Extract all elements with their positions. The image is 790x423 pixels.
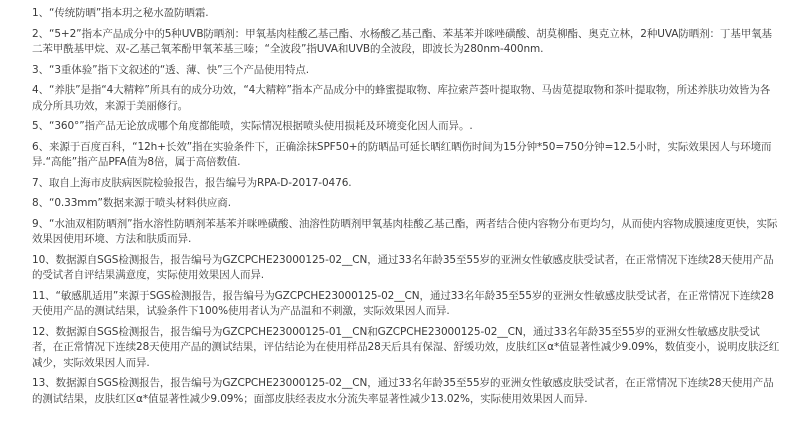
footnote-5: 5、“360°”指产品无论放成哪个角度都能喷，实际情况根据喷头使用损耗及环境变化因人而异。.	[32, 120, 473, 133]
footnote-1: 1、“传统防晒”指本玥之秘水盈防晒霜.	[32, 7, 209, 19]
footnote-4: 4、“养肤”是指“4大精粹”所具有的成分功效，“4大精粹”指本产品成分中的蜂蜜提取物、库拉索芦荟叶提取物、马齿苋提取物和茶叶提取物，所述养肤功效皆为各成分所具功效，来源于美丽修行。	[32, 84, 771, 112]
footnote-8: 8、“0.33mm”数据来源于喷头材料供应商.	[32, 197, 231, 210]
footnotes-list	[32, 6, 780, 411]
footnote-3: 3、“3重体验”指下文叙述的“透、薄、快”三个产品使用特点.	[32, 63, 309, 76]
footnote-12: 12、数据源自SGS检测报告，报告编号为GZCPCHE23000125-01__CN和GZCPCHE23000125-02__CN，通过33名年龄35至55岁的亚洲女性敏感皮肤受试者，在正常情况下连续28天使用产品的测试结果，评估结论为在使用样品28天后具有保湿、舒缓功效，皮肤红区α*值显著性减少9.09%，数值变小，说明皮肤泛红减少，实际效果因人而异.	[32, 325, 780, 369]
footnote-6: 6、来源于百度百科，“12h+长效”指在实验条件下，正确涂抹SPF50+的防晒品可延长晒红晒伤时间为15分钟*50=750分钟=12.5小时，实际效果因人与环境而异.“高能”指产品PFA值为8倍，属于高倍数值.	[32, 140, 772, 169]
footnote-7: 7、取自上海市皮肤病医院检验报告，报告编号为RPA-D-2017-0476.	[32, 176, 352, 189]
footnote-11: 11、“敏感肌适用”来源于SGS检测报告，报告编号为GZCPCHE23000125-02__CN，通过33名年龄35至55岁的亚洲女性敏感皮肤受试者，在正常情况下连续28天使用产品的测试结果，试验条件下100%使用者认为产品温和不刺激，实际效果因人而异.	[32, 289, 774, 318]
footnote-13: 13、数据源自SGS检测报告，报告编号为GZCPCHE23000125-02__CN，通过33名年龄35至55岁的亚洲女性敏感皮肤受试者，在正常情况下连续28天使用产品的测试结果，皮肤红区α*值显著性减少9.09%；面部皮肤经表皮水分流失率显著性减少13.02%，实际使用效果因人而异.	[32, 377, 774, 405]
footnote-10: 10、数据源自SGS检测报告，报告编号为GZCPCHE23000125-02__CN，通过33名年龄35至55岁的亚洲女性敏感皮肤受试者，在正常情况下连续28天使用产品的受试者自评结果满意度，实际使用效果因人而异.	[32, 253, 774, 282]
footnote-9: 9、“水油双相防晒剂”指水溶性防晒剂苯基苯并咪唑磺酸、油溶性防晒剂甲氧基肉桂酸乙基己酯，两者结合使内容物分布更均匀，从而使内容物成膜速度更快，实际效果因使用环境、方法和肤质而异.	[32, 217, 778, 246]
footnote-2: 2、“5+2”指本产品成分中的5种UVB防晒剂：甲氧基肉桂酸乙基己酯、水杨酸乙基己酯、苯基苯并咪唑磺酸、胡莫柳酯、奥克立林，2种UVA防晒剂：丁基甲氧基二苯甲酰基甲烷、双-乙基己氧苯酚甲氧苯基三嗪；“全波段”指UVA和UVB的全波段，即波长为280nm-400nm.	[32, 27, 772, 55]
